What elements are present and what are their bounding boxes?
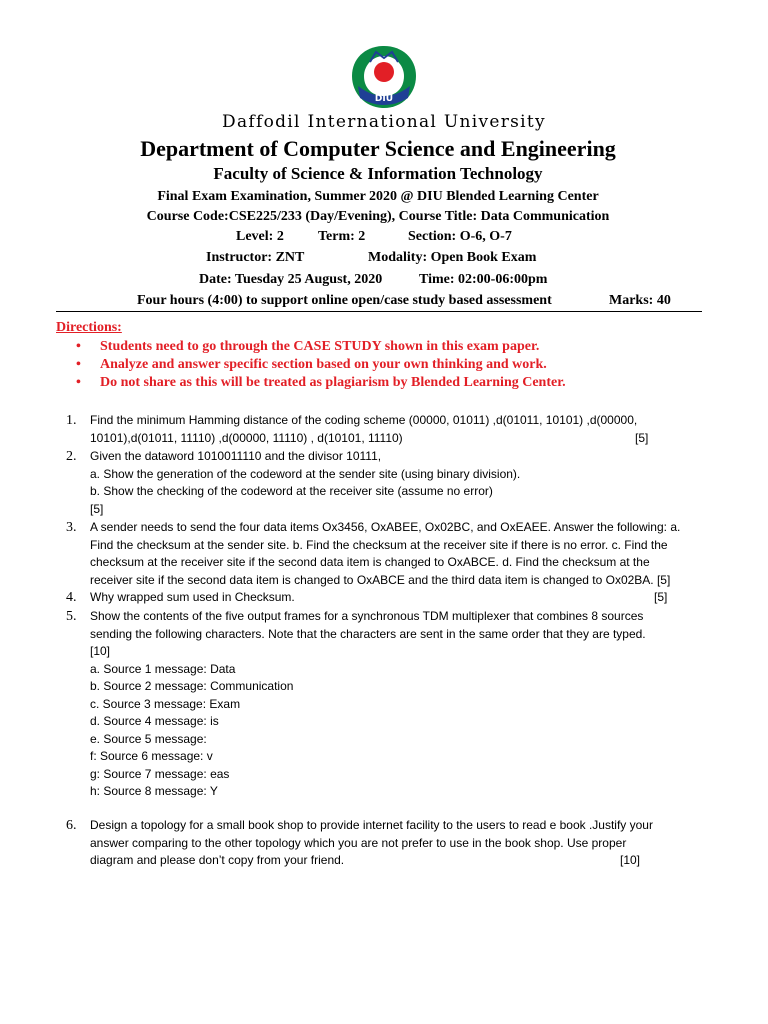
exam-paper: DIU Daffodil International University Department of Computer Science and Engineering Faculty of Science & Information Technology Final Exam Examination, Summer 2020 @ DIU Blended Learning Center Course Code:CSE225/233 (Day/Evening), Course Title: Data Communication Level: 2 Term: 2 Section: O-6, O-7 Instructor: ZNT Modality: Open Book Exam Date: Tuesday 25 August, 2020 Time: 02:00-06:00pm Four hours (4:00) to support online open/case study based assessment Marks: 40 Directions: • Students need to go through the CASE STUDY shown in this exam paper. • Analyze and answer specific section based on your own thinking and work. • Do not share as this will be treated as plagiarism by Blended Learning Center. 1. Find the minimum Hamming distance of the coding scheme (00000, 01011) ,d(01011, 10101) ,d(00000, 10101),d(01011, 11110) ,d(00000, 11110) , d(10101, 11110) [5] 2. Given the dataword 1010011110 and the divisor 10111, a. Show the generation of the codeword at the sender site (using binary division). b. Show the checking of the codeword at the receiver site (assume no error) [5] 3. A sender needs to send the four data items Ox3456, OxABEE, Ox02BC, and OxEAEE. Answer the following: a. Find the checksum at the sender site. b. Find the checksum at the receiver site if there is no error. c. Find the checksum at the receiver site if the second data item is changed to OxABCE. d. Find the checksum at the receiver site if the second data item is changed to OxABCE and the third data item is changed to Ox02BA. [5] 4. Why wrapped sum used in Checksum. [5] 5. Show the contents of the five output frames for a synchronous TDM multiplexer that combines 8 sources sending the following characters. Note that the characters are sent in the same order that they are typed. [10] a. Source 1 message: Data b. Source 2 message: Communication c. Source 3 message: Exam d. Source 4 message: is e. Source 5 message: f: Source 6 message: v g: Source 7 message: eas h: Source 8 message: Y 6. Design a topology for a small book shop to provide internet facility to the users to read e book .Justify your answer comparing to the other topology which you are not prefer to use in the book shop. Use proper diagram and please don’t copy from your friend. [10] <box>0 0 768 1024</box>
header-divider <box>56 311 702 312</box>
logo-text: DIU <box>374 94 394 104</box>
directions-heading: Directions: <box>56 320 122 335</box>
list-item: • Analyze and answer specific section based on your own thinking and work. <box>76 357 547 372</box>
question-1-mark: [5] <box>635 430 649 445</box>
department-title: Department of Computer Science and Engineering <box>140 136 616 161</box>
university-logo-icon <box>346 42 422 112</box>
level-text: Level: 2 <box>236 229 284 244</box>
list-item: • Do not share as this will be treated as plagiarism by Blended Learning Center. <box>76 375 566 390</box>
section-text: Section: O-6, O-7 <box>408 229 512 244</box>
exam-title: Final Exam Examination, Summer 2020 @ DIU Blended Learning Center <box>157 189 599 204</box>
marks-text: Marks: 40 <box>609 293 671 308</box>
university-name: Daffodil International University <box>222 112 546 132</box>
question-6-mark: [10] <box>620 853 641 867</box>
course-info: Course Code:CSE225/233 (Day/Evening), Course Title: Data Communication <box>146 209 610 224</box>
instructor-text: Instructor: ZNT <box>206 250 305 265</box>
faculty-title: Faculty of Science & Information Technology <box>213 164 543 183</box>
list-item: • Students need to go through the CASE STUDY shown in this exam paper. <box>76 339 540 354</box>
duration-text: Four hours (4:00) to support online open/case study based assessment <box>137 293 552 308</box>
date-text: Date: Tuesday 25 August, 2020 <box>199 272 383 287</box>
term-text: Term: 2 <box>318 229 366 244</box>
question-4-mark: [5] <box>654 590 668 604</box>
date-time-row <box>0 272 768 292</box>
time-text: Time: 02:00-06:00pm <box>419 272 548 287</box>
duration-marks-row <box>0 293 768 313</box>
modality-text: Modality: Open Book Exam <box>368 250 537 265</box>
instructor-modality-row <box>0 250 768 270</box>
directions-list <box>76 338 566 392</box>
level-term-section-row <box>0 229 768 249</box>
